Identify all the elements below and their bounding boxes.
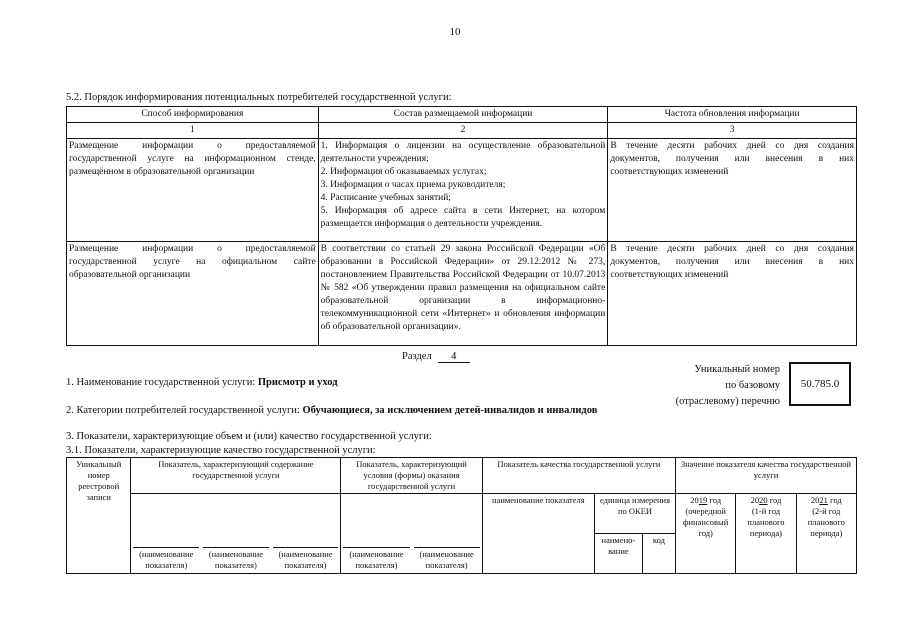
- condition-param-1: (наименование показателя): [341, 547, 411, 573]
- header-content: Состав размещаемой информации: [318, 107, 608, 123]
- informing-number-row: [67, 123, 857, 139]
- quality-unit-header: единица измерения по ОКЕИ: [594, 494, 675, 534]
- year-3-yy: 21: [819, 495, 828, 505]
- content-cell: [318, 139, 608, 242]
- consumer-categories: [66, 405, 597, 416]
- col-registry-number: Уникальный номер реестровой записи: [67, 458, 131, 574]
- year-3-desc: (2-й год планового периода): [807, 506, 845, 538]
- table2-header-row-2: [67, 494, 857, 534]
- unit-code-header: код: [642, 534, 675, 574]
- consumer-categories-value: Обучающиеся, за исключением детей-инвалидов и инвалидов: [302, 405, 598, 416]
- unique-number-line1: Уникальный номер: [694, 364, 780, 375]
- informing-row-stand: [67, 139, 857, 242]
- col-quality-values: Значение показателя качества государственной услуги: [676, 458, 857, 494]
- year-col-3: 2021 год (2-й год планового периода): [796, 494, 856, 574]
- content-params-cell: [131, 494, 341, 574]
- service-name-value: Присмотр и уход: [257, 377, 338, 388]
- service-name-label: 1. Наименование государственной услуги:: [66, 377, 258, 388]
- content-param-3: (наименование показателя): [271, 547, 341, 573]
- header-frequency: Частота обновления информации: [608, 107, 857, 123]
- indicators-heading: 3. Показатели, характеризующие объем и (или) качество государственной услуги:: [66, 431, 432, 442]
- unique-number-box: 50.785.0: [789, 362, 851, 406]
- frequency-cell: В течение десяти рабочих дней со дня создания документов, получения или внесения в них соответствующих изменений: [608, 242, 857, 346]
- year-2-desc: (1-й год планового периода): [747, 506, 785, 538]
- col-content-indicator: Показатель, характеризующий содержание государственной услуги: [131, 458, 341, 494]
- content-item: 1. Информация о лицензии на осуществление образовательной деятельности учреждения;: [320, 141, 606, 164]
- year-col-1: 2019 год (очередной финансовый год): [676, 494, 736, 574]
- conditions-params-cell: [341, 494, 482, 574]
- col-quality-indicator: Показатель качества государственной услуги: [482, 458, 675, 494]
- page-number: 10: [449, 26, 461, 38]
- content-cell: В соответствии со статьей 29 закона Российской Федерации «Об образовании в Российской Федерации» от 29.12.2012 № 273, постановлением Правительства Российской Федерации от 10.07.2013 № 582 «Об утверждении правил размещения на официальном сайте образовательной организации в информационно-телекоммуникационной сети «Интернет» и обновления информации об образовательной организации».: [318, 242, 608, 346]
- unique-number-line2: по базовому: [725, 380, 780, 391]
- year-2-yy: 20: [759, 495, 768, 505]
- quality-name-header: наименование показателя: [482, 494, 594, 574]
- year-1-yy: 19: [698, 495, 708, 505]
- consumer-categories-label: 2. Категории потребителей государственной услуги:: [66, 405, 303, 416]
- frequency-cell: В течение десяти рабочих дней со дня создания документов, получения или внесения в них соответствующих изменений: [608, 139, 857, 242]
- section-label: Раздел: [402, 351, 432, 362]
- section-number: 4: [438, 351, 470, 363]
- content-item: 2. Информация об оказываемых услугах;: [320, 167, 487, 177]
- informing-header-row: [67, 107, 857, 123]
- method-cell: Размещение информации о предоставляемой государственной услуге на официальном сайте образовательной организации: [67, 242, 319, 346]
- year-col-2: 2020 год (1-й год планового периода): [736, 494, 796, 574]
- content-param-2: (наименование показателя): [201, 547, 271, 573]
- content-item: 3. Информация о часах приема руководителя;: [320, 180, 506, 190]
- content-item: 5. Информация об адресе сайта в сети Интернет, на котором размещается информация о деятельности учреждения.: [320, 206, 606, 229]
- unique-number-line3: (отраслевому) перечню: [675, 396, 780, 407]
- unit-name-header: наимено-вание: [594, 534, 642, 574]
- header-number-2: 2: [318, 123, 608, 139]
- condition-param-2: (наименование показателя): [412, 547, 482, 573]
- informing-row-website: [67, 242, 857, 346]
- section-5-2-title: 5.2. Порядок информирования потенциальных потребителей государственной услуги:: [66, 92, 452, 103]
- header-number-1: 1: [67, 123, 319, 139]
- method-cell: Размещение информации о предоставляемой государственной услуге на информационном стенде, размещённом в образовательной организации: [67, 139, 319, 242]
- unique-number-labels: [600, 362, 780, 410]
- table2-header-row-1: [67, 458, 857, 494]
- informing-table: [66, 106, 857, 346]
- header-number-3: 3: [608, 123, 857, 139]
- year-1-desc: (очередной финансовый год): [683, 506, 729, 538]
- content-param-1: (наименование показателя): [131, 547, 201, 573]
- service-name: [66, 377, 338, 388]
- section-heading: [402, 351, 470, 363]
- header-method: Способ информирования: [67, 107, 319, 123]
- col-conditions-indicator: Показатель, характеризующий условия (формы) оказания государственной услуги: [341, 458, 482, 494]
- quality-indicators-table: [66, 457, 857, 574]
- quality-indicators-heading: 3.1. Показатели, характеризующие качество государственной услуги:: [66, 445, 376, 456]
- content-item: 4. Расписание учебных занятий;: [320, 193, 451, 203]
